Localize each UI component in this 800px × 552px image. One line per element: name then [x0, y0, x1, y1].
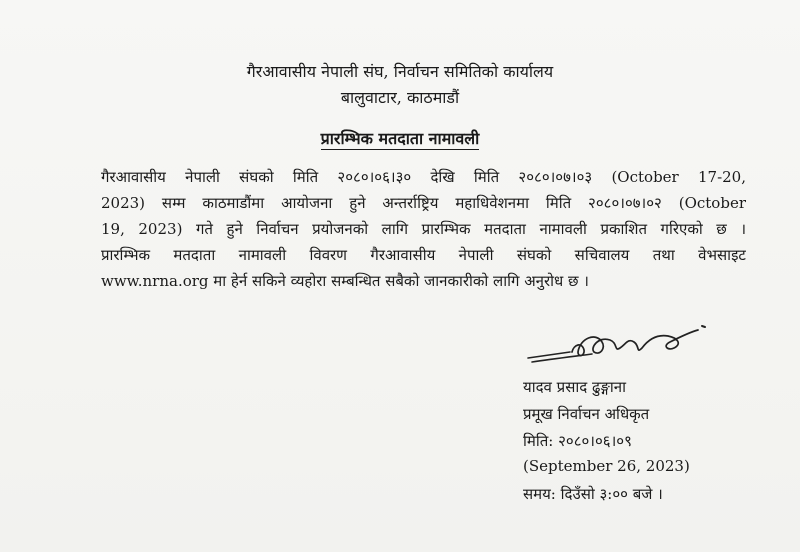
body-line-3: 19, 2023) गते हुने निर्वाचन प्रयोजनको लागि प्रारम्भिक मतदाता नामावली प्रकाशित गरिएको छ ।: [101, 220, 746, 238]
body-line-4: प्रारम्भिक मतदाता नामावली विवरण गैरआवासीय नेपाली संघको सचिवालय तथा वेभसाइट: [101, 246, 746, 264]
signatory-name: यादव प्रसाद ढुङ्गाना: [523, 378, 626, 396]
signatory-time: समय: दिउँसो ३:०० बजे ।: [523, 485, 663, 503]
body-line-2: 2023) सम्म काठमाडौंमा आयोजना हुने अन्तर्राष्ट्रिय महाधिवेशनमा मिति २०८०।०७।०२ (October: [101, 194, 746, 212]
body-line-1: गैरआवासीय नेपाली संघको मिति २०८०।०६।३० देखि मिति २०८०।०७।०३ (October 17-20,: [101, 168, 746, 186]
office-address: बालुवाटार, काठमाडौं: [340, 88, 460, 107]
notice-title: [0, 127, 800, 149]
handwritten-signature: [522, 318, 712, 370]
body-line-5: www.nrna.org मा हेर्न सकिने व्यहोरा सम्बन्धित सबैको जानकारीको लागि अनुरोध छ ।: [101, 272, 589, 290]
signatory-date-nepali: मिति: २०८०।०६।०९: [523, 432, 632, 450]
organization-heading: गैरआवासीय नेपाली संघ, निर्वाचन समितिको कार्यालय: [246, 62, 554, 81]
notice-title-text: प्रारम्भिक मतदाता नामावली: [320, 129, 480, 148]
signatory-date-english: (September 26, 2023): [523, 457, 690, 475]
signatory-designation: प्रमूख निर्वाचन अधिकृत: [523, 405, 650, 423]
